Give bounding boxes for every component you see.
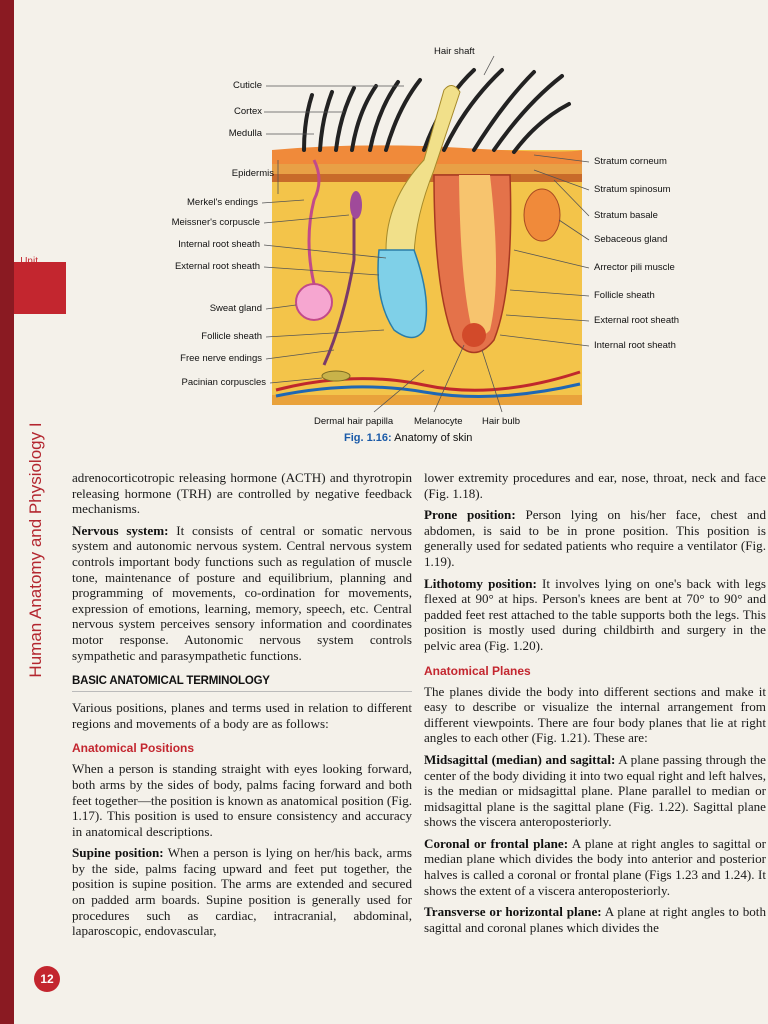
figure-number: Fig. 1.16: bbox=[344, 432, 392, 444]
label-stratum-basale: Stratum basale bbox=[594, 210, 658, 221]
term-lead: Supine position: bbox=[72, 845, 164, 861]
paragraph: Lithotomy position: It involves lying on one's back with legs flexed at 90° at hips. Person's knees are bent at 70° to 90° and padded feet rest attached to the table supports both the legs. This position is mostly used during childbirth and surgery in the pelvic area (Fig. 1.20). bbox=[424, 575, 766, 653]
term-lead: Transverse or horizontal plane: bbox=[424, 904, 602, 920]
paragraph: The planes divide the body into different sections and make it easy to describe or visualize the internal arrangement from different viewpoints. There are four body planes that lie at right angles to each other (Fig. 1.21). These are: bbox=[424, 683, 766, 746]
skin-illustration bbox=[14, 0, 768, 460]
paragraph: Supine position: When a person is lying on her/his back, arms by the side, palms facing upward and feet put together, the position is supine position. The arms are extended and secured on padded arm boards. Supine position is generally used for procedures such as cardiac, intracranial, abdominal, laparoscopic, endovascular, bbox=[72, 845, 412, 939]
label-merkels-endings: Merkel's endings bbox=[187, 197, 258, 208]
label-external-root-sheath-left: External root sheath bbox=[174, 261, 260, 272]
label-meissners-corpuscle: Meissner's corpuscle bbox=[171, 217, 260, 228]
figure-title: Anatomy of skin bbox=[394, 432, 473, 444]
label-follicle-sheath-right: Follicle sheath bbox=[594, 290, 655, 301]
label-hair-shaft: Hair shaft bbox=[434, 46, 475, 57]
label-free-nerve-endings: Free nerve endings bbox=[180, 353, 262, 364]
term-lead: Nervous system: bbox=[72, 522, 169, 538]
label-pacinian-corpuscles: Pacinian corpuscles bbox=[181, 377, 266, 388]
figure-caption bbox=[344, 432, 472, 444]
term-lead: Lithotomy position: bbox=[424, 575, 537, 591]
right-column bbox=[424, 470, 766, 941]
label-follicle-sheath-left: Follicle sheath bbox=[201, 331, 262, 342]
label-arrector-pili-muscle: Arrector pili muscle bbox=[594, 262, 675, 273]
section-heading: BASIC ANATOMICAL TERMINOLOGY bbox=[72, 675, 412, 692]
label-stratum-corneum: Stratum corneum bbox=[594, 156, 667, 167]
paragraph: Various positions, planes and terms used in relation to different regions and movements of a body are as follows: bbox=[72, 700, 412, 731]
page-number: 12 bbox=[34, 966, 60, 992]
paragraph: Coronal or frontal plane: A plane at right angles to sagittal or median plane which divides the body into anterior and posterior halves is called a coronal or frontal plane (Figs 1.23 and 1.24). It shows the extent of a viscera anteroposteriorly. bbox=[424, 835, 766, 898]
label-cortex: Cortex bbox=[234, 106, 262, 117]
term-lead: Midsagittal (median) and sagittal: bbox=[424, 751, 616, 767]
subsection-heading: Anatomical Positions bbox=[72, 741, 195, 756]
paragraph: lower extremity procedures and ear, nose, throat, neck and face (Fig. 1.18). bbox=[424, 470, 766, 501]
label-dermal-hair-papilla: Dermal hair papilla bbox=[314, 416, 394, 427]
label-cuticle: Cuticle bbox=[232, 80, 262, 91]
label-internal-root-sheath-left: Internal root sheath bbox=[178, 239, 260, 250]
book-page bbox=[14, 0, 768, 1024]
paragraph: Prone position: Person lying on his/her face, chest and abdomen, is said to be in prone position. This position is generally used for sedated patients who require a ventilator (Fig. 1.19). bbox=[424, 507, 766, 569]
label-sebaceous-gland: Sebaceous gland bbox=[594, 234, 668, 245]
label-hair-bulb: Hair bulb bbox=[482, 416, 521, 427]
left-column bbox=[72, 470, 412, 945]
label-melanocyte: Melanocyte bbox=[414, 416, 463, 427]
paragraph: When a person is standing straight with eyes looking forward, both arms by the sides of body, palms facing forward and both feet together—the position is known as anatomical position (Fig. 1.17). This position is used to ensure consistency and accuracy in anatomical descriptions. bbox=[72, 761, 413, 839]
paragraph: Transverse or horizontal plane: A plane at right angles to both sagittal and coronal planes which divides the bbox=[424, 904, 766, 935]
book-title: Human Anatomy and Physiology I bbox=[26, 422, 45, 678]
term-lead: Coronal or frontal plane: bbox=[424, 835, 569, 851]
subsection-heading: Anatomical Planes bbox=[424, 663, 531, 678]
paragraph: Nervous system: It consists of central or somatic nervous system and autonomic nervous system. Central nervous system controls important body functions such as regulation of muscle tone, maintenance of posture and equilibrium, planning and programming of movements, co-ordination for movements, expression of emotions, learning, memory, speech, etc. Central nervous system perceives sensory information and coordinates motor response. Autonomic nervous system controls sympathetic and parasympathetic functions. bbox=[72, 522, 412, 663]
paragraph: adrenocorticotropic releasing hormone (ACTH) and thyrotropin releasing hormone (TRH) are controlled by negative feedback mechanisms. bbox=[72, 470, 412, 517]
label-external-root-sheath-right: External root sheath bbox=[594, 315, 680, 326]
paragraph: Midsagittal (median) and sagittal: A plane passing through the center of the body dividing it into two equal right and left halves, is the median or midsagittal plane. Plane parallel to median or midsagittal plane is the sagittal plane (Fig. 1.22). Sagittal plane shows the viscera anteroposteriorly. bbox=[424, 751, 766, 830]
skin-anatomy-figure bbox=[14, 0, 768, 460]
label-stratum-spinosum: Stratum spinosum bbox=[594, 184, 671, 195]
label-sweat-gland: Sweat gland bbox=[209, 303, 262, 314]
term-lead: Prone position: bbox=[424, 507, 516, 523]
label-epidermis: Epidermis bbox=[231, 168, 274, 179]
label-internal-root-sheath-right: Internal root sheath bbox=[594, 340, 676, 351]
label-medulla: Medulla bbox=[228, 128, 262, 139]
